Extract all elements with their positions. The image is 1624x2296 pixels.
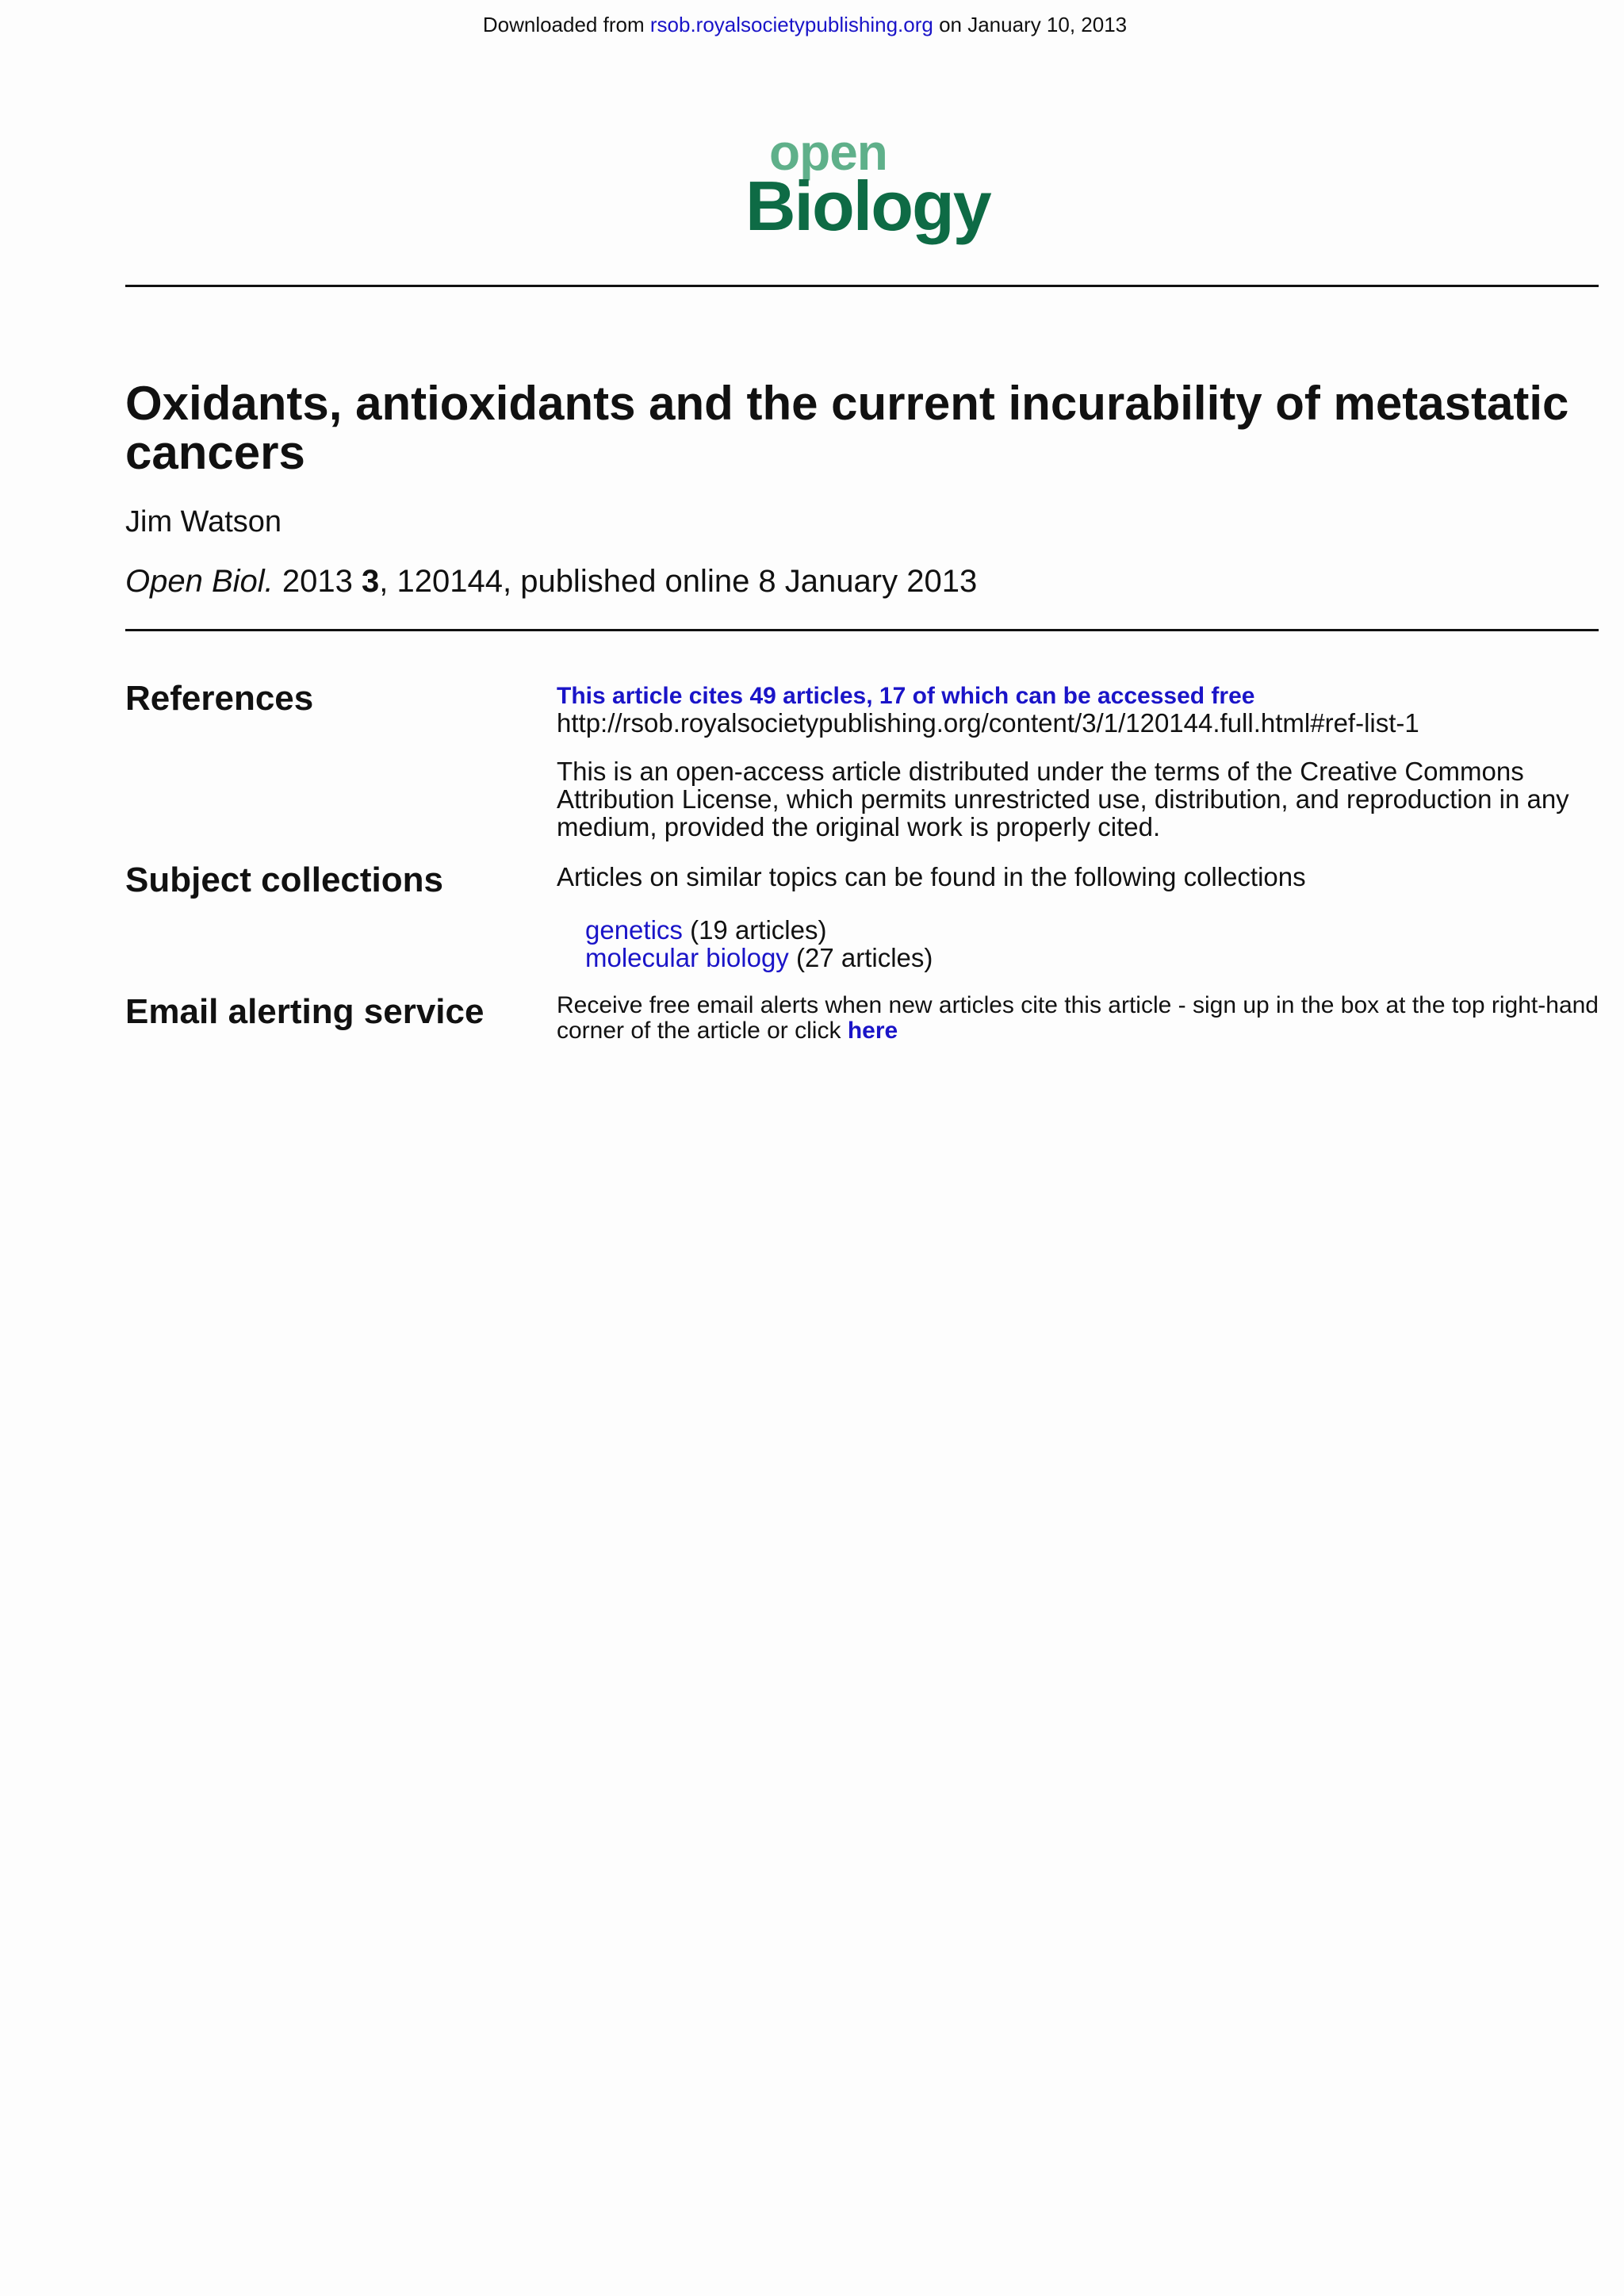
- collection-item: [585, 916, 933, 944]
- journal-name: Open Biol.: [125, 564, 274, 599]
- article-citation: [125, 564, 977, 600]
- middle-divider: [125, 629, 1599, 631]
- open-biology-logo: [745, 119, 990, 254]
- license-statement: This is an open-access article distributed under the terms of the Creative Commons Attribution License, which permits unrestricted use, distribution, and reproduction in any medium, provided the original work is properly cited.: [557, 757, 1569, 841]
- email-alerting-label: Email alerting service: [125, 992, 485, 1031]
- download-notice: [0, 13, 1610, 37]
- article-title: Oxidants, antioxidants and the current incurability of metastatic cancers: [125, 377, 1569, 479]
- email-alerting-text: [557, 993, 1599, 1044]
- subject-collections-list: [585, 916, 933, 972]
- email-alert-here-link[interactable]: here: [847, 1018, 898, 1044]
- citation-volume: 3: [362, 564, 380, 599]
- top-divider: [125, 285, 1599, 287]
- subject-collections-label: Subject collections: [125, 861, 443, 899]
- logo-biology-text: Biology: [745, 167, 990, 245]
- references-cites-link[interactable]: This article cites 49 articles, 17 of which can be accessed free: [557, 683, 1255, 709]
- download-suffix: on January 10, 2013: [939, 13, 1128, 36]
- references-label: References: [125, 679, 314, 718]
- citation-details: , 120144, published online 8 January 2013: [379, 564, 978, 599]
- subject-collections-intro: Articles on similar topics can be found in the following collections: [557, 862, 1306, 891]
- site-link[interactable]: rsob.royalsocietypublishing.org: [649, 13, 933, 36]
- references-url: http://rsob.royalsocietypublishing.org/content/3/1/120144.full.html#ref-list-1: [557, 708, 1419, 738]
- article-author: Jim Watson: [125, 505, 282, 539]
- download-prefix: Downloaded from: [482, 13, 645, 36]
- collection-count: (27 articles): [795, 943, 933, 972]
- collection-item: [585, 944, 933, 972]
- collection-count: (19 articles): [690, 915, 827, 945]
- email-alert-description: Receive free email alerts when new articles cite this article - sign up in the box at the top right-hand corner of the article or click: [557, 992, 1599, 1044]
- logo-open-text: open: [769, 124, 887, 181]
- collection-molecular-biology-link[interactable]: molecular biology: [585, 943, 789, 972]
- collection-genetics-link[interactable]: genetics: [585, 915, 683, 945]
- citation-year: 2013: [282, 564, 353, 599]
